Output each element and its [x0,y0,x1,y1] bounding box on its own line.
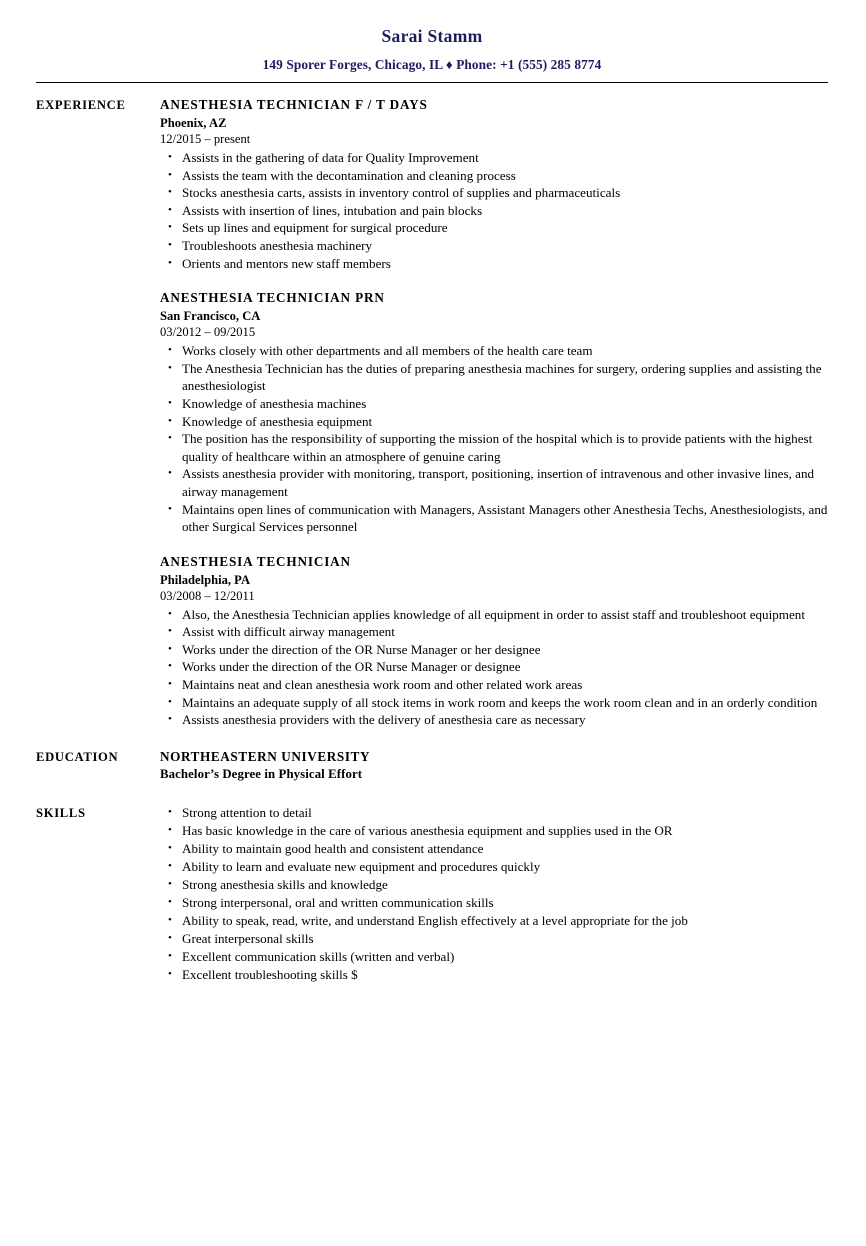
skills-bullet-list [160,804,828,984]
skill-bullet: • Strong anesthesia skills and knowledge [160,876,828,894]
job-bullet-list [160,606,828,729]
education-list [160,749,828,782]
job-title: ANESTHESIA TECHNICIAN F / T DAYS [160,97,428,112]
experience-item [160,554,828,729]
experience-list [160,97,828,729]
job-bullet: • Stocks anesthesia carts, assists in inventory control of supplies and pharmaceuticals [160,184,828,202]
skill-bullet: • Ability to speak, read, write, and understand English effectively at a level appropriate for the job [160,912,828,930]
job-dates: 03/2008 – 12/2011 [160,588,255,603]
experience-item [160,290,828,536]
skill-bullet: • Ability to maintain good health and consistent attendance [160,840,828,858]
job-location: San Francisco, CA [160,309,261,324]
job-bullet: • Works closely with other departments and all members of the health care team [160,342,828,360]
job-location: Phoenix, AZ [160,116,227,130]
job-bullet: • Assists the team with the decontamination and cleaning process [160,167,828,185]
job-bullet: • The position has the responsibility of supporting the mission of the hospital which is to provide patients with the highest quality of healthcare within an atmosphere of genuine caring [160,430,828,465]
job-bullet: • Assist with difficult airway management [160,623,828,641]
job-bullet: • Maintains neat and clean anesthesia work room and other related work areas [160,676,828,694]
candidate-name: Sarai Stamm [381,26,483,46]
job-bullet-list [160,342,828,536]
education-degree: Bachelor’s Degree in Physical Effort [160,766,363,781]
skills-list [160,804,828,984]
experience-item [160,97,828,272]
section-label-education: EDUCATION [36,749,119,764]
candidate-contact: 149 Sporer Forges, Chicago, IL ♦ Phone: +1 (555) 285 8774 [262,57,602,72]
job-bullet-list [160,149,828,272]
job-bullet: • Works under the direction of the OR Nurse Manager or designee [160,658,828,676]
section-label-skills: SKILLS [36,805,86,820]
skill-bullet: • Ability to learn and evaluate new equipment and procedures quickly [160,858,828,876]
job-bullet: • Assists anesthesia provider with monitoring, transport, positioning, insertion of intravenous and other invasive lines, and airway management [160,465,828,500]
job-title: ANESTHESIA TECHNICIAN PRN [160,290,385,306]
job-bullet: • Assists in the gathering of data for Quality Improvement [160,149,828,167]
skill-bullet: • Excellent troubleshooting skills $ [160,966,828,984]
skill-bullet: • Excellent communication skills (written and verbal) [160,948,828,966]
job-bullet: • Orients and mentors new staff members [160,255,828,273]
job-bullet: • Maintains an adequate supply of all stock items in work room and keeps the work room clean and in an orderly condition [160,694,828,712]
job-location: Philadelphia, PA [160,572,251,587]
job-bullet: • Also, the Anesthesia Technician applies knowledge of all equipment in order to assist staff and troubleshoot equipment [160,606,828,624]
job-bullet: • Assists with insertion of lines, intubation and pain blocks [160,202,828,220]
job-bullet: • Works under the direction of the OR Nurse Manager or her designee [160,641,828,659]
section-skills [36,804,828,984]
skill-bullet: • Strong attention to detail [160,804,828,822]
education-school: NORTHEASTERN UNIVERSITY [160,748,371,764]
job-bullet: • Knowledge of anesthesia machines [160,395,828,413]
section-label-experience: EXPERIENCE [36,98,126,112]
job-bullet: • Maintains open lines of communication with Managers, Assistant Managers other Anesthesia Techs, Anesthesiologists, and other Surgical Services personnel [160,501,828,536]
section-experience [36,97,828,729]
job-bullet: • The Anesthesia Technician has the duties of preparing anesthesia machines for surgery, ordering supplies and assisting the anesthesiologist [160,360,828,395]
skill-bullet: • Strong interpersonal, oral and written communication skills [160,894,828,912]
job-dates: 12/2015 – present [160,132,251,146]
skill-bullet: • Great interpersonal skills [160,930,828,948]
job-bullet: • Knowledge of anesthesia equipment [160,413,828,431]
job-title: ANESTHESIA TECHNICIAN [160,553,351,569]
job-bullet: • Sets up lines and equipment for surgical procedure [160,219,828,237]
section-education [36,749,828,782]
header-divider [36,82,828,83]
job-bullet: • Assists anesthesia providers with the delivery of anesthesia care as necessary [160,711,828,729]
job-dates: 03/2012 – 09/2015 [160,325,256,340]
skill-bullet: • Has basic knowledge in the care of various anesthesia equipment and supplies used in the OR [160,822,828,840]
job-bullet: • Troubleshoots anesthesia machinery [160,237,828,255]
